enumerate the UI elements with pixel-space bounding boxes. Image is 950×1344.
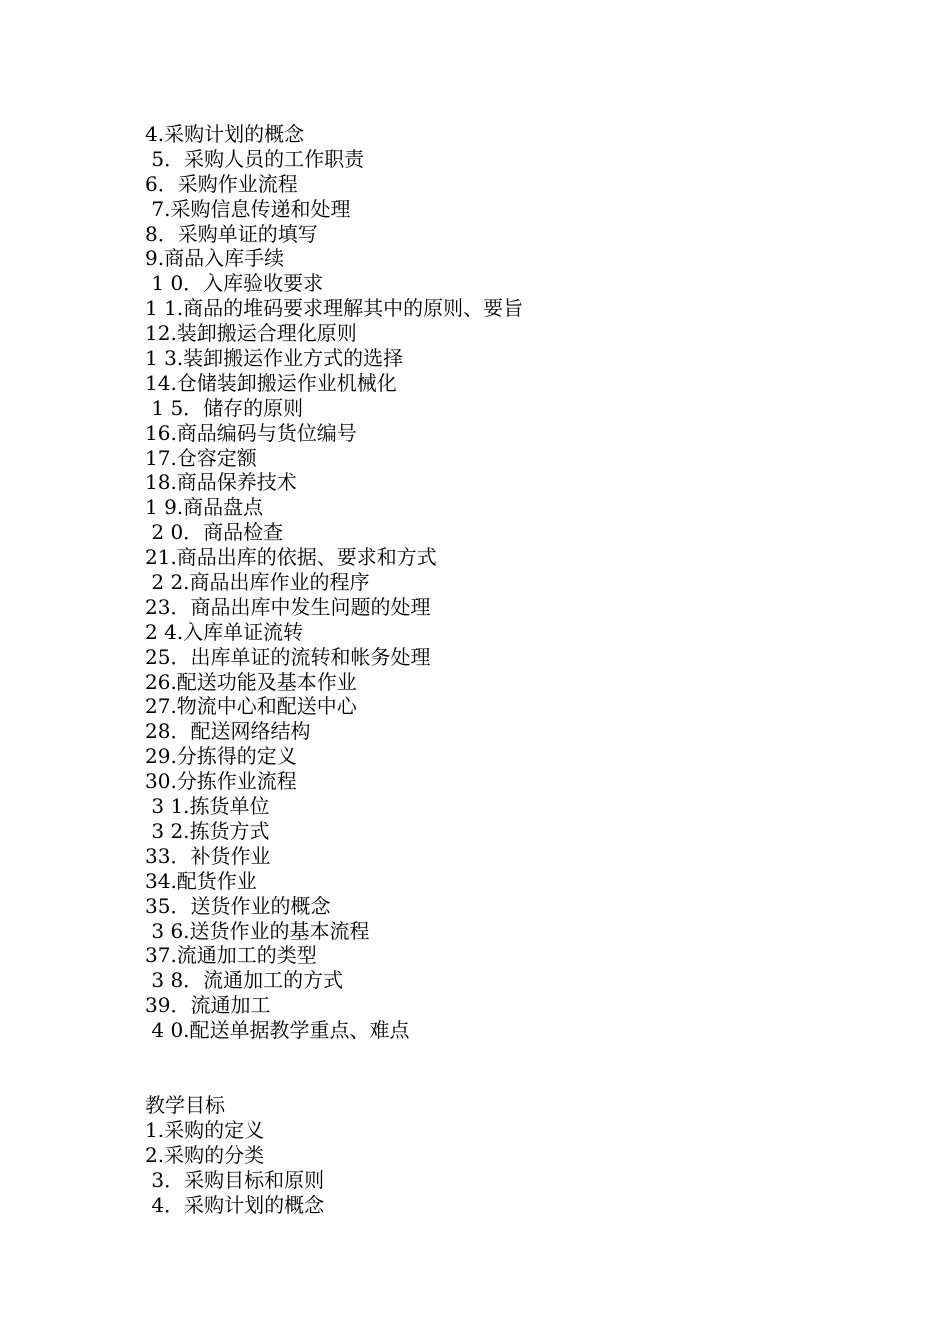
topic-line-22: 25．出库单证的流转和帐务处理 [145,644,431,669]
topic-line-16: 1 9.商品盘点 [145,495,264,520]
objectives-list [145,1093,905,1217]
topic-line-1: 4.采购计划的概念 [145,122,305,146]
topic-line-9: 12.装卸搬运合理化原则 [145,321,357,346]
topic-line-25: 28．配送网络结构 [145,719,311,744]
objective-line-1: 教学目标 [145,1093,225,1117]
topic-line-2: 5．采购人员的工作职责 [145,146,365,171]
topic-line-8: 1 1.商品的堆码要求理解其中的原则、要旨 [145,296,524,321]
topic-line-21: 2 4.入库单证流转 [145,619,304,644]
topic-line-15: 18.商品保养技术 [145,470,297,495]
topic-line-29: 3 2.拣货方式 [145,818,270,843]
topic-line-33: 3 6.送货作业的基本流程 [145,918,370,943]
objective-line-3: 2.采购的分类 [145,1142,265,1167]
topic-line-5: 8．采购单证的填写 [145,221,318,246]
topic-line-18: 21.商品出库的依据、要求和方式 [145,545,437,570]
topic-line-31: 34.配货作业 [145,868,257,893]
topic-line-12: 1 5．储存的原则 [145,395,304,420]
topic-line-35: 3 8．流通加工的方式 [145,968,344,993]
topic-line-24: 27.物流中心和配送中心 [145,694,357,719]
topic-line-30: 33．补货作业 [145,843,271,868]
topic-list [145,122,905,1043]
topic-line-27: 30.分拣作业流程 [145,769,297,794]
topic-line-11: 14.仓储装卸搬运作业机械化 [145,370,397,395]
topic-line-26: 29.分拣得的定义 [145,744,297,769]
topic-line-32: 35．送货作业的概念 [145,893,331,918]
topic-line-10: 1 3.装卸搬运作业方式的选择 [145,346,404,371]
objective-line-2: 1.采购的定义 [145,1117,265,1142]
topic-line-34: 37.流通加工的类型 [145,943,317,968]
objective-line-5: 4．采购计划的概念 [145,1192,325,1217]
topic-line-19: 2 2.商品出库作业的程序 [145,570,370,595]
topic-line-3: 6．采购作业流程 [145,171,298,196]
topic-line-36: 39．流通加工 [145,993,271,1018]
topic-line-6: 9.商品入库手续 [145,246,285,271]
topic-line-28: 3 1.拣货单位 [145,794,270,819]
topic-line-7: 1 0．入库验收要求 [145,271,324,296]
topic-line-23: 26.配送功能及基本作业 [145,669,357,694]
topic-line-17: 2 0．商品检查 [145,520,284,545]
topic-line-20: 23．商品出库中发生问题的处理 [145,594,431,619]
topic-line-14: 17.仓容定额 [145,445,257,470]
topic-line-13: 16.商品编码与货位编号 [145,420,357,445]
topic-line-37: 4 0.配送单据教学重点、难点 [145,1018,410,1043]
topic-line-4: 7.采购信息传递和处理 [145,196,351,221]
objective-line-4: 3．采购目标和原则 [145,1167,325,1192]
